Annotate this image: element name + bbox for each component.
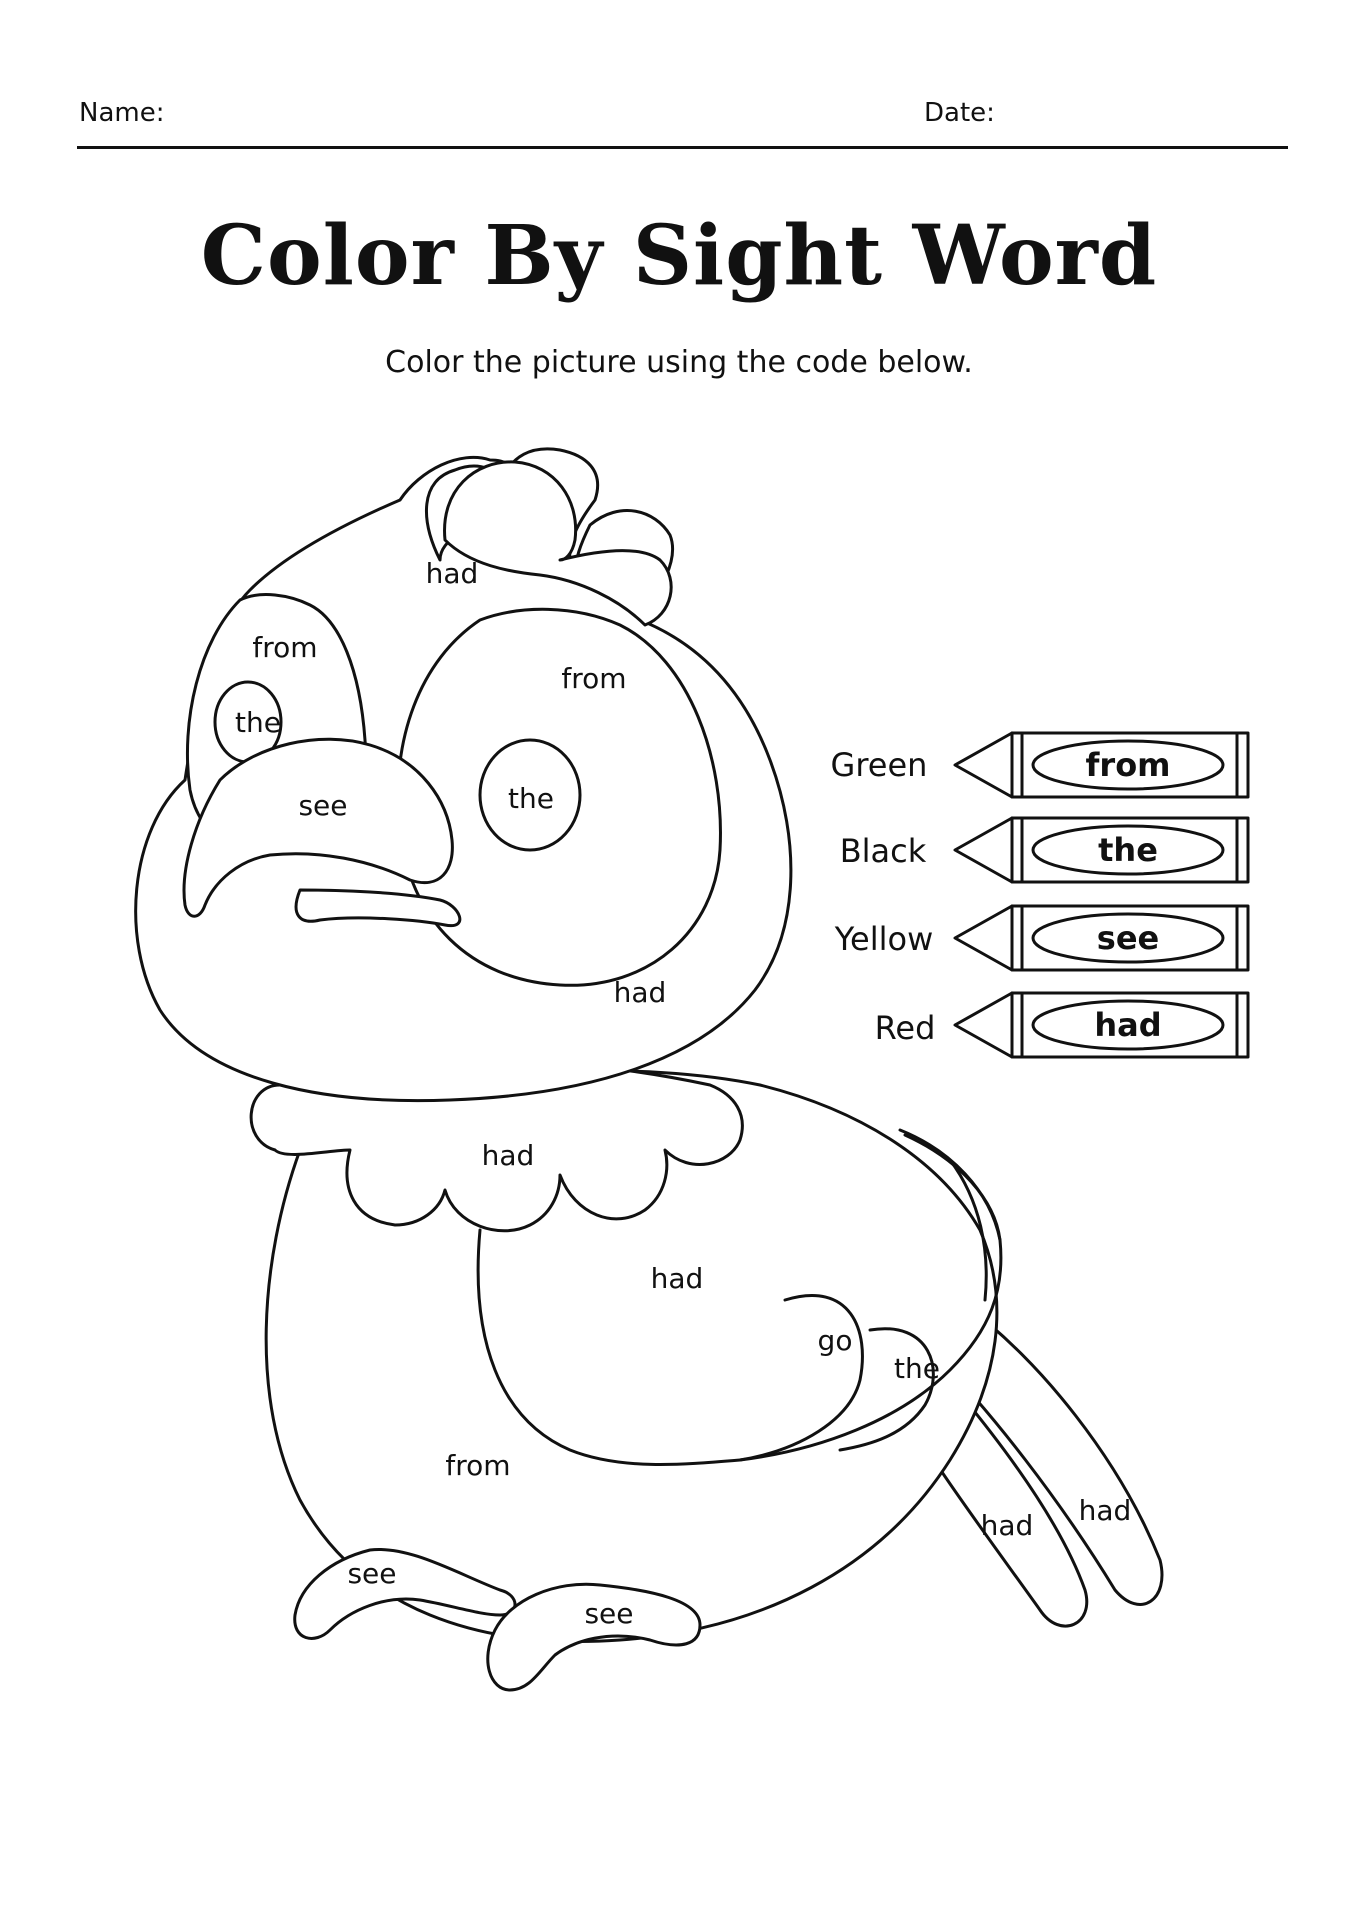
key-sight-word: see bbox=[1096, 919, 1160, 957]
key-row-yellow bbox=[834, 906, 1248, 970]
region-left-pupil-word: the bbox=[235, 706, 281, 739]
region-right-pupil-word: the bbox=[508, 782, 554, 815]
date-label: Date: bbox=[924, 98, 995, 128]
key-row-green bbox=[831, 733, 1248, 797]
region-wing-stripe-1-word: go bbox=[817, 1324, 853, 1357]
key-sight-word: had bbox=[1094, 1006, 1162, 1044]
region-left-foot-word: see bbox=[347, 1557, 397, 1590]
region-belly-word: from bbox=[445, 1449, 511, 1482]
region-wing-stripe-2-word: the bbox=[894, 1352, 940, 1385]
name-label: Name: bbox=[79, 98, 165, 128]
region-tail-left-word: had bbox=[980, 1509, 1034, 1542]
key-sight-word: the bbox=[1098, 831, 1158, 869]
key-row-red bbox=[875, 993, 1248, 1057]
region-tail-right-word: had bbox=[1078, 1494, 1132, 1527]
region-wing-word: had bbox=[650, 1262, 704, 1295]
instructions: Color the picture using the code below. bbox=[385, 345, 973, 380]
region-crest-word: had bbox=[425, 557, 479, 590]
region-face-word: had bbox=[613, 976, 667, 1009]
key-sight-word: from bbox=[1085, 746, 1171, 784]
key-color-label: Yellow bbox=[834, 920, 934, 958]
key-color-label: Green bbox=[830, 746, 928, 784]
color-key bbox=[831, 733, 1248, 1057]
region-collar-word: had bbox=[481, 1139, 535, 1172]
region-right-eye-ring-word: from bbox=[561, 662, 627, 695]
key-color-label: Black bbox=[839, 832, 927, 870]
key-color-label: Red bbox=[874, 1009, 936, 1047]
page-title: Color By Sight Word bbox=[200, 208, 1158, 304]
region-left-eye-ring-word: from bbox=[252, 631, 318, 664]
region-right-foot-word: see bbox=[584, 1597, 634, 1630]
region-beak-word: see bbox=[298, 789, 348, 822]
key-row-black bbox=[840, 818, 1248, 882]
